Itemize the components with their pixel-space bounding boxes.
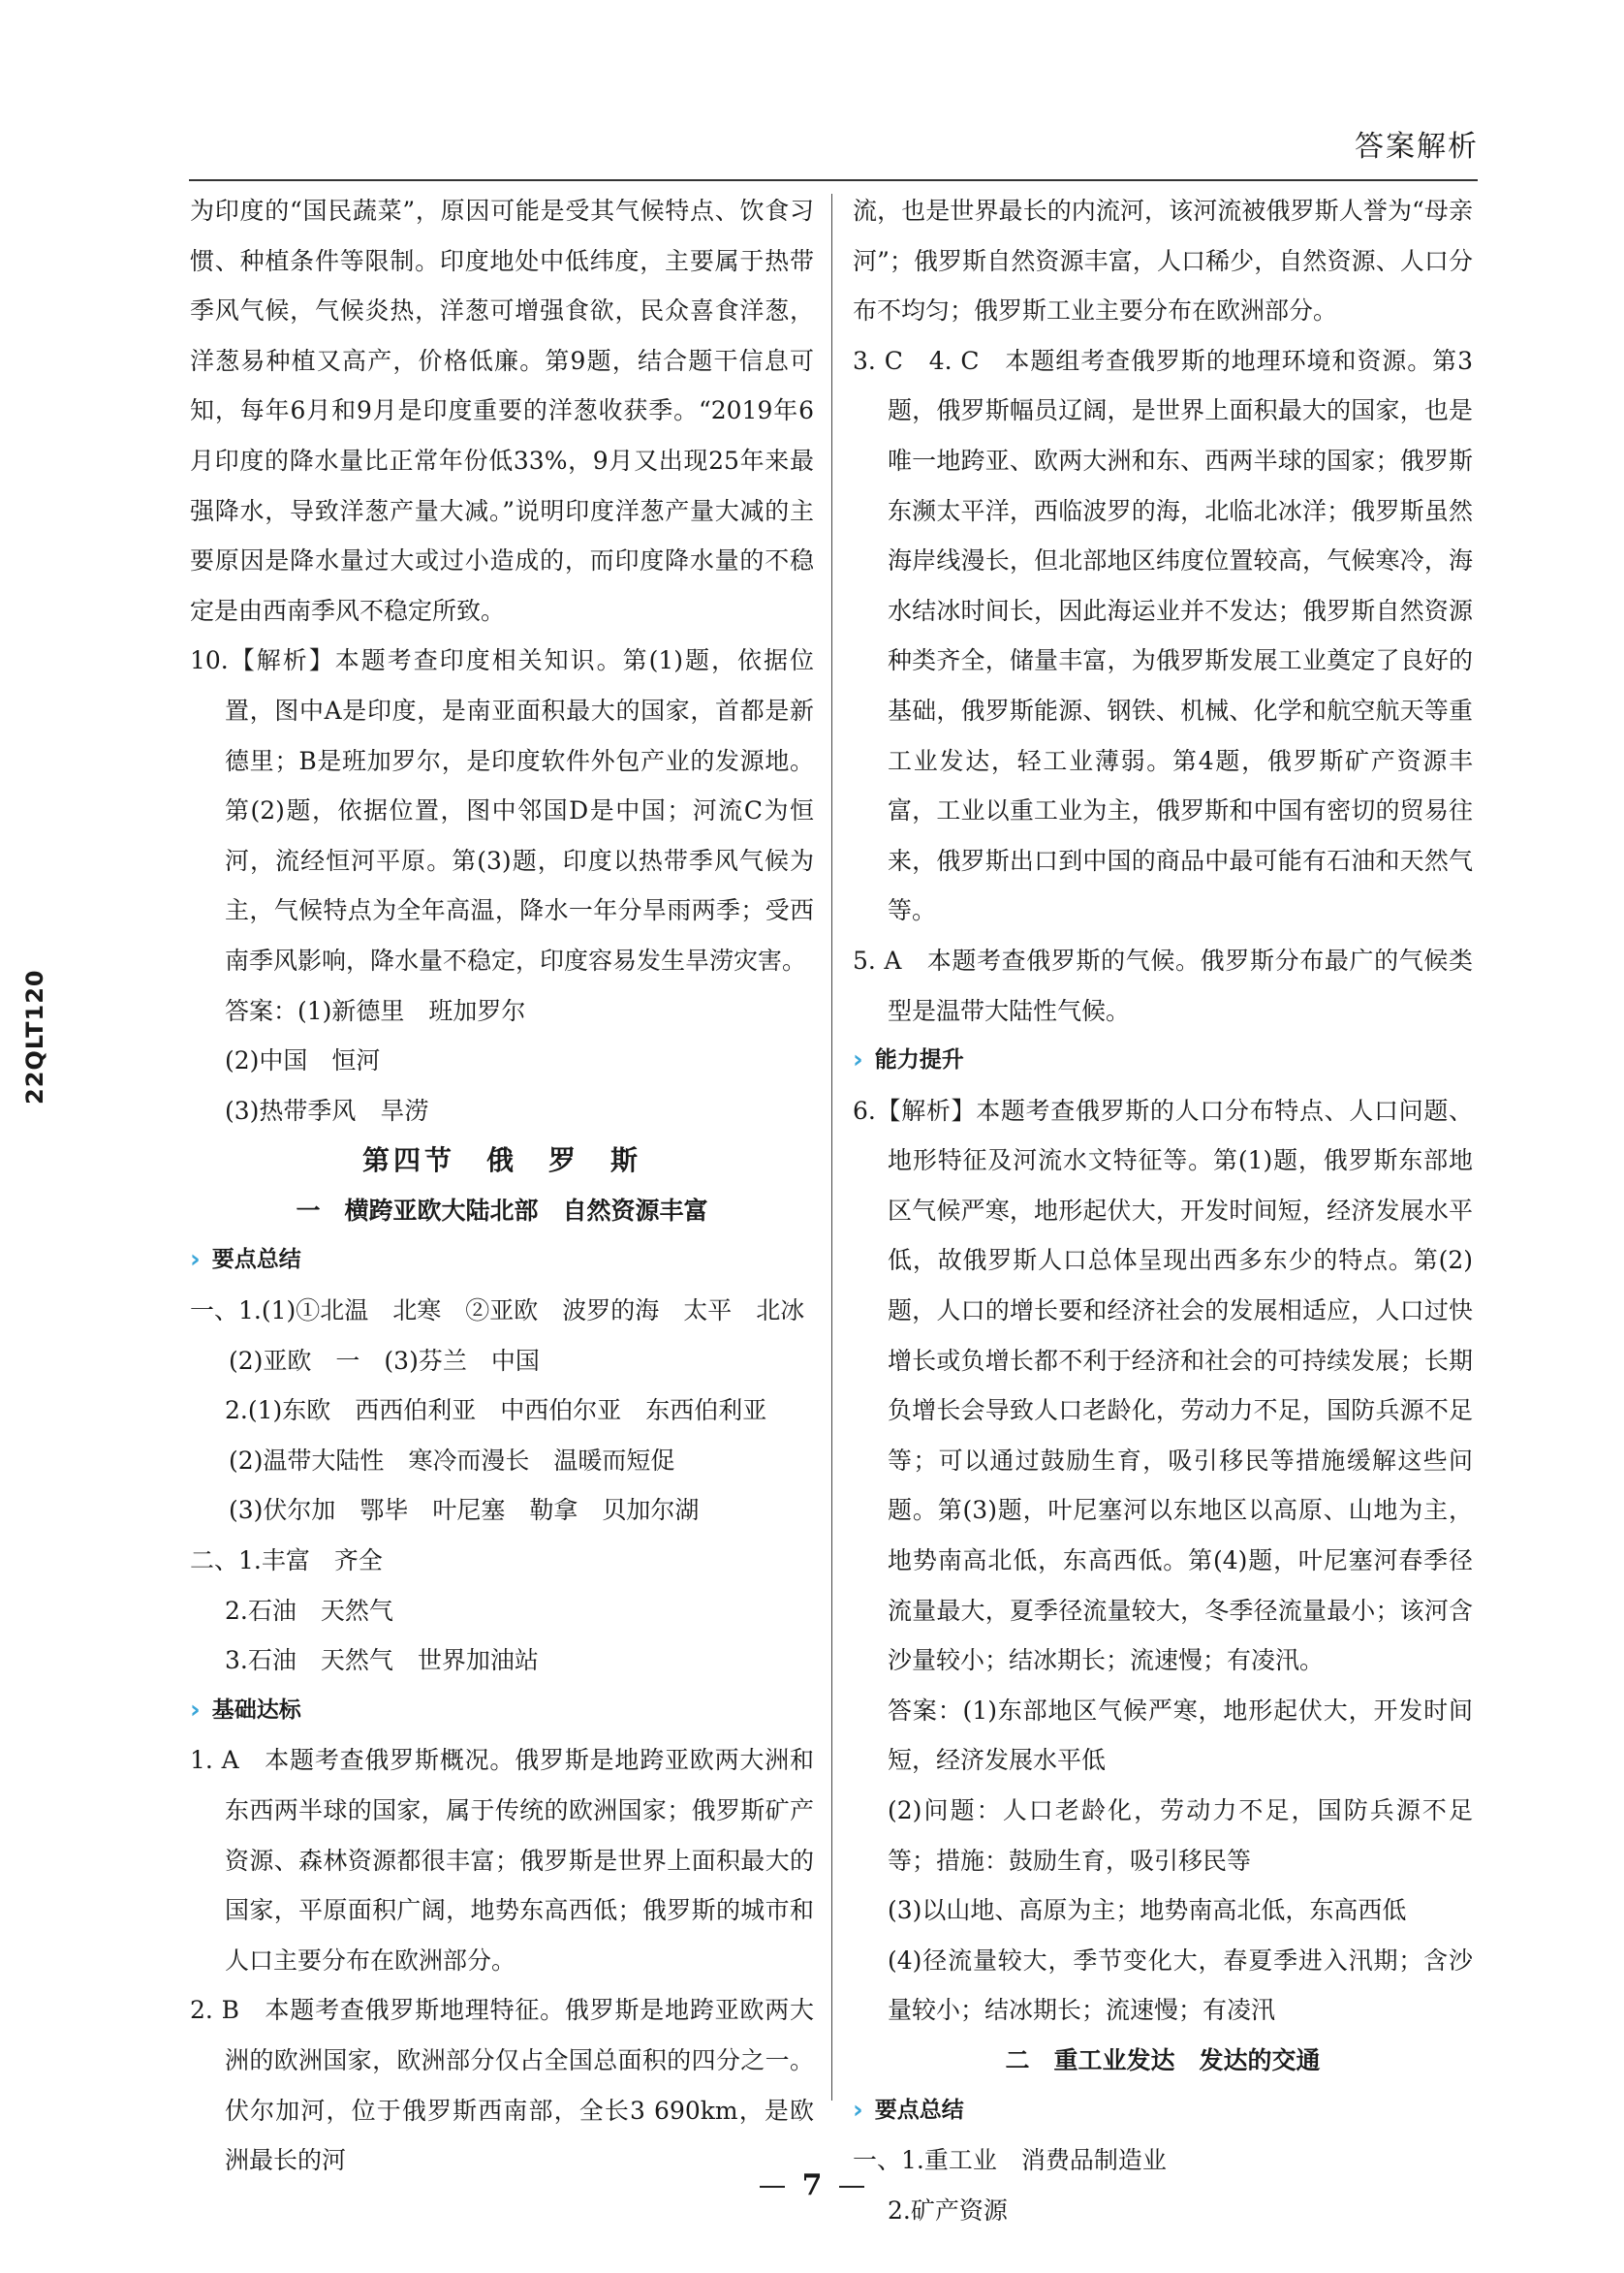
subsection-heading (190, 1235, 814, 1286)
paragraph: 流，也是世界最长的内流河，该河流被俄罗斯人誉为“母亲河”；俄罗斯自然资源丰富，人口稀少，自然资源、人口分布不均匀；俄罗斯工业主要分布在欧洲部分。 (853, 197, 1473, 326)
column-divider (831, 194, 832, 2101)
answer-line: (2)中国 恒河 (225, 1046, 381, 1075)
answer-line: 答案：(1)新德里 班加罗尔 (225, 996, 526, 1025)
answer-line: 2.(1)东欧 西西伯利亚 中西伯尔亚 东西伯利亚 (225, 1396, 767, 1425)
answer-line: 答案：(1)东部地区气候严寒，地形起伏大，开发时间短，经济发展水平低 (888, 1696, 1473, 1775)
subsection-heading-label: 要点总结 (211, 1247, 301, 1273)
section-title: 第四节 俄 罗 斯 (361, 1144, 641, 1177)
answer-line: (3)热带季风 旱涝 (225, 1096, 429, 1125)
summary-line: 一、1.重工业 消费品制造业 (853, 2146, 1167, 2175)
subsection-heading (853, 2086, 1473, 2136)
header-rule (189, 179, 1478, 181)
page-footer (0, 2168, 1624, 2202)
subsection-heading (190, 1686, 814, 1736)
footer-dash-left (760, 2186, 785, 2188)
summary-line: 一、1.(1)①北温 北寒 ②亚欧 波罗的海 太平 北冰 (190, 1296, 805, 1325)
chevron-right-icon: › (853, 2095, 863, 2125)
subsection-heading-label: 要点总结 (874, 2097, 964, 2123)
chevron-right-icon: › (853, 1045, 863, 1075)
page-header: 答案解析 (1355, 130, 1479, 164)
left-column (190, 186, 814, 2186)
answer-item: 2. B 本题考查俄罗斯地理特征。俄罗斯是地跨亚欧两大洲的欧洲国家，欧洲部分仅占全国总面积的四分之一。伏尔加河，位于俄罗斯西南部，全长3 690km，是欧洲最长的河 (190, 1996, 814, 2175)
answer-item: 1. A 本题考查俄罗斯概况。俄罗斯是地跨亚欧两大洲和东西两半球的国家，属于传统的欧洲国家；俄罗斯矿产资源、森林资源都很丰富；俄罗斯是世界上面积最大的国家，平原面积广阔，地势东高西低；俄罗斯的城市和人口主要分布在欧洲部分。 (190, 1746, 814, 1975)
topic-title: 一 横跨亚欧大陆北部 自然资源丰富 (296, 1196, 708, 1225)
answer-line: (4)径流量较大，季节变化大，春夏季进入汛期；含沙量较小；结冰期长；流速慢；有凌汛 (888, 1946, 1473, 2025)
answer-line: (3)以山地、高原为主；地势南高北低，东高西低 (888, 1896, 1407, 1925)
chevron-right-icon: › (190, 1245, 201, 1275)
paragraph: 为印度的“国民蔬菜”，原因可能是受其气候特点、饮食习惯、种植条件等限制。印度地处中低纬度，主要属于热带季风气候，气候炎热，洋葱可增强食欲，民众喜食洋葱，洋葱易种植又高产，价格低廉。第9题，结合题干信息可知，每年6月和9月是印度重要的洋葱收获季。“2019年6月印度的降水量比正常年份低33%，9月又出现25年来最强降水，导致洋葱产量大减。”说明印度洋葱产量大减的主要原因是降水量过大或过小造成的，而印度降水量的不稳定是由西南季风不稳定所致。 (190, 197, 814, 625)
side-code: 22QLT120 (21, 969, 48, 1105)
summary-line: (2)亚欧 一 (3)芬兰 中国 (229, 1346, 540, 1375)
subsection-heading (853, 1036, 1473, 1086)
answer-line: 2.石油 天然气 (225, 1596, 393, 1625)
topic-title: 二 重工业发达 发达的交通 (1005, 2045, 1321, 2074)
answer-item: 5. A 本题考查俄罗斯的气候。俄罗斯分布最广的气候类型是温带大陆性气候。 (853, 946, 1473, 1025)
chevron-right-icon: › (190, 1695, 201, 1725)
footer-dash-right (839, 2186, 864, 2188)
answer-line: 2.矿产资源 (888, 2195, 1008, 2225)
subsection-heading-label: 能力提升 (874, 1047, 964, 1074)
answer-line: (2)问题：人口老龄化，劳动力不足，国防兵源不足等；措施：鼓励生育，吸引移民等 (888, 1796, 1473, 1875)
answer-line: 3.石油 天然气 世界加油站 (225, 1646, 539, 1675)
summary-line: (3)伏尔加 鄂毕 叶尼塞 勒拿 贝加尔湖 (229, 1496, 700, 1525)
answer-item: 3. C 4. C 本题组考查俄罗斯的地理环境和资源。第3题，俄罗斯幅员辽阔，是世界上面积最大的国家，也是唯一地跨亚、欧两大洲和东、西两半球的国家；俄罗斯东濒太平洋，西临波罗的海，北临北冰洋；俄罗斯虽然海岸线漫长，但北部地区纬度位置较高，气候寒冷，海水结冰时间长，因此海运业并不发达；俄罗斯自然资源种类齐全，储量丰富，为俄罗斯发展工业奠定了良好的基础，俄罗斯能源、钢铁、机械、化学和航空航天等重工业发达，轻工业薄弱。第4题，俄罗斯矿产资源丰富，工业以重工业为主，俄罗斯和中国有密切的贸易往来，俄罗斯出口到中国的商品中最可能有石油和天然气等。 (853, 346, 1473, 925)
right-column (853, 186, 1473, 2235)
answer-item: 10.【解析】本题考查印度相关知识。第(1)题，依据位置，图中A是印度，是南亚面积最大的国家，首都是新德里；B是班加罗尔，是印度软件外包产业的发源地。第(2)题，依据位置，图中邻国D是中国；河流C为恒河，流经恒河平原。第(3)题，印度以热带季风气候为主，气候特点为全年高温，降水一年分旱雨两季；受西南季风影响，降水量不稳定，印度容易发生旱涝灾害。 (190, 646, 814, 975)
summary-line: 二、1.丰富 齐全 (190, 1546, 383, 1575)
page-number: 7 (801, 2168, 823, 2202)
summary-line: (2)温带大陆性 寒冷而漫长 温暖而短促 (229, 1446, 675, 1475)
subsection-heading-label: 基础达标 (211, 1697, 301, 1723)
answer-item: 6.【解析】本题考查俄罗斯的人口分布特点、人口问题、地形特征及河流水文特征等。第(1)题，俄罗斯东部地区气候严寒，地形起伏大，开发时间短，经济发展水平低，故俄罗斯人口总体呈现出西多东少的特点。第(2)题，人口的增长要和经济社会的发展相适应，人口过快增长或负增长都不利于经济和社会的可持续发展；长期负增长会导致人口老龄化，劳动力不足，国防兵源不足等；可以通过鼓励生育，吸引移民等措施缓解这些问题。第(3)题，叶尼塞河以东地区以高原、山地为主，地势南高北低，东高西低。第(4)题，叶尼塞河春季径流量最大，夏季径流量较大，冬季径流量最小；该河含沙量较小；结冰期长；流速慢；有凌汛。 (853, 1096, 1473, 1675)
